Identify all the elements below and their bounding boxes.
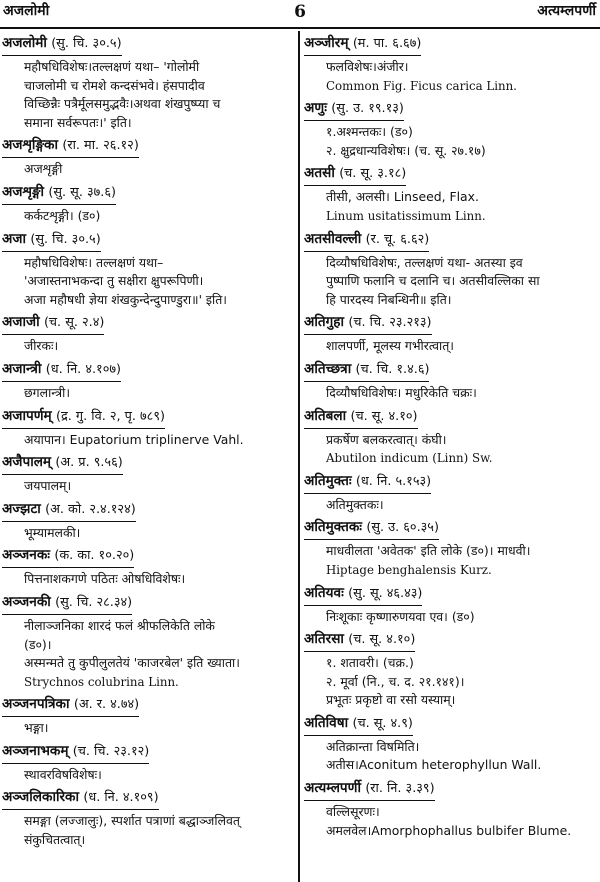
headword-box — [2, 359, 121, 382]
headword: अतिमुक्तकः — [304, 519, 363, 536]
dictionary-entry — [304, 33, 596, 95]
entry-definition — [304, 496, 596, 515]
headword: अञ्जनाभकम् — [2, 742, 69, 759]
headword: अणुः — [304, 100, 327, 117]
headword: अजैपालम् — [2, 454, 52, 471]
definition-line: भङ्गा। — [24, 720, 49, 736]
entry-definition — [2, 766, 294, 785]
source-reference: (रा. नि. ३.३९) — [365, 781, 435, 797]
headword: अजशृङ्गिका — [2, 137, 59, 154]
header-right-guide-word: अत्यम्लपर्णी — [537, 3, 596, 19]
dictionary-entry — [2, 312, 294, 356]
entry-definition — [304, 254, 596, 310]
dictionary-entry — [304, 629, 596, 710]
headword-box — [2, 741, 149, 764]
definition-line: महौषधिविशेषः।तल्लक्षणं यथा– 'गोलोमी — [24, 59, 200, 74]
entry-definition — [304, 542, 596, 579]
definition-line: स्थावरविषविशेषः। — [24, 766, 102, 782]
source-reference: (सु. चि. ३०.५) — [51, 36, 122, 51]
headword: अजापर्णम् — [2, 407, 52, 424]
definition-line: Common Fig. Ficus carica Linn. — [326, 78, 517, 93]
headword-box — [2, 312, 104, 335]
definition-line: नीलाञ्जनिका शारदं फलं श्रीफलिकेति लोके — [24, 617, 215, 633]
definition-line: Strychnos colubrina Linn. — [24, 674, 179, 689]
headword-box — [2, 33, 122, 56]
headword-box — [2, 135, 139, 158]
page-header — [0, 0, 600, 24]
entry-headword-line — [304, 629, 596, 652]
definition-line: हि पारदस्य निबन्धिनी॥ इति। — [326, 291, 452, 307]
definition-line: २. मूर्वा (नि., च. द. २१.१४१)। — [326, 673, 465, 689]
entry-definition — [2, 812, 294, 849]
dictionary-entry — [2, 787, 294, 849]
right-column — [304, 33, 596, 843]
headword: अञ्जनकः — [2, 547, 50, 564]
entry-headword-line — [2, 406, 294, 429]
source-reference: (सु. चि. २८.३४) — [55, 594, 133, 610]
definition-line: Hiptage benghalensis Kurz. — [326, 562, 492, 577]
headword-box — [304, 583, 422, 606]
entry-headword-line — [2, 229, 294, 252]
column-divider — [298, 31, 300, 882]
entry-definition — [304, 123, 596, 160]
source-reference: (च. चि. १.४.६) — [355, 361, 430, 377]
definition-line: दिव्यौषधिविशेषः, तल्लक्षणं यथा- अतस्या इव — [326, 254, 523, 270]
definition-line: Linum usitatissimum Linn. — [326, 208, 486, 223]
entry-definition — [2, 384, 294, 403]
headword: अतिरसा — [304, 631, 344, 648]
dictionary-entry — [2, 545, 294, 589]
dictionary-entry — [304, 778, 596, 840]
headword-box — [304, 33, 421, 56]
definition-line: महौषधिविशेषः। तल्लक्षणं यथा– — [24, 254, 164, 270]
dictionary-entry — [2, 182, 294, 226]
entry-definition — [2, 58, 294, 132]
entry-headword-line — [2, 135, 294, 158]
dictionary-entry — [304, 517, 596, 579]
entry-definition — [2, 431, 294, 450]
definition-line: अस्मन्मते तु कुपीलुलतेयं 'काजरबेल' इति ख्याता। — [24, 655, 240, 671]
dictionary-entry — [304, 471, 596, 515]
definition-line: प्रभूतः प्रकृष्टो वा रसो यस्याम्। — [326, 692, 456, 708]
source-reference: (ध. नि. ४.१०७) — [45, 361, 121, 377]
entry-definition — [304, 803, 596, 840]
definition-line: तीसी, अलसी। Linseed, Flax. — [326, 189, 479, 205]
entry-definition — [304, 608, 596, 627]
dictionary-entry — [2, 694, 294, 738]
definition-line: फलविशेषः।अंजीर। — [326, 59, 409, 74]
definition-line: अयापान। Eupatorium triplinerve Vahl. — [24, 431, 244, 447]
source-reference: (रा. मा. २६.१२) — [62, 138, 139, 154]
definition-line: समङ्गा (लज्जालुः), स्पर्शात पत्राणां बद्धाञ्जलिवत् — [24, 813, 240, 829]
dictionary-entry — [304, 229, 596, 310]
entry-headword-line — [2, 312, 294, 335]
headword-box — [304, 778, 435, 801]
headword: अतियवः — [304, 584, 344, 601]
source-reference: (ध. नि. ५.१५३) — [355, 473, 432, 489]
definition-line: शालपर्णी, मूलस्य गभीरत्वात्। — [326, 338, 454, 354]
entry-headword-line — [2, 592, 294, 615]
source-reference: (च. सू. ३.१८) — [339, 166, 407, 182]
source-reference: (म. पा. ६.६७) — [352, 36, 422, 51]
definition-line: अतिमुक्तकः। — [326, 496, 384, 512]
source-reference: (सु. चि. ३०.५) — [30, 231, 101, 247]
entry-definition — [304, 738, 596, 775]
headword-box — [304, 406, 418, 429]
definition-line: भूम्यामलकी। — [24, 524, 81, 540]
dictionary-entry — [304, 98, 596, 160]
definition-line: 'अजास्तनाभकन्दा तु सक्षीरा क्षुपरूपिणी। — [24, 273, 204, 289]
headword: अजशृङ्गी — [2, 183, 45, 200]
entry-headword-line — [2, 452, 294, 475]
definition-line: संकुचितत्वात्। — [24, 832, 86, 848]
headword-box — [304, 312, 432, 335]
header-rule — [0, 27, 600, 29]
dictionary-entry — [2, 229, 294, 310]
source-reference: (च. सू. ४.१०) — [348, 632, 416, 648]
headword-box — [2, 182, 116, 205]
headword-box — [2, 229, 101, 252]
headword-box — [2, 592, 132, 615]
dictionary-entry — [2, 592, 294, 691]
dictionary-entry — [304, 406, 596, 468]
definition-line: अजशृङ्गी — [24, 161, 63, 177]
entry-headword-line — [304, 583, 596, 606]
dictionary-entry — [2, 499, 294, 543]
entry-headword-line — [304, 312, 596, 335]
source-reference: (अ. को. २.४.१२४) — [45, 501, 136, 517]
headword-box — [304, 517, 439, 540]
entry-headword-line — [304, 229, 596, 252]
dictionary-entry — [2, 452, 294, 496]
headword-box — [2, 452, 123, 475]
source-reference: (सु. उ. १९.१३) — [331, 101, 404, 117]
entry-headword-line — [2, 787, 294, 810]
entry-headword-line — [304, 359, 596, 382]
definition-line: अजा महौषधी ज्ञेया शंखकुन्देन्दुपाण्डुरा॥' इति। — [24, 291, 227, 307]
source-reference: (च. सू. ४.९) — [352, 715, 413, 731]
dictionary-entry — [2, 406, 294, 450]
definition-line: पुष्पाणि फलानि च दलानि च। अतसीवल्लिका सा — [326, 273, 540, 289]
source-reference: (च. सू. २.४) — [43, 315, 105, 331]
definition-line: दिव्यौषधिविशेषः। मधुरिकेति चक्रः। — [326, 384, 477, 400]
definition-line: (ड०)। — [24, 636, 52, 652]
headword: अजान्त्री — [2, 360, 42, 377]
definition-line: Abutilon indicum (Linn) Sw. — [326, 451, 493, 466]
dictionary-entry — [304, 713, 596, 775]
headword: अञ्जनपत्रिका — [2, 696, 70, 713]
entry-definition — [2, 524, 294, 543]
source-reference: (अ. र. ४.७४) — [73, 697, 140, 713]
dictionary-entry — [2, 135, 294, 179]
entry-headword-line — [304, 163, 596, 186]
headword-box — [304, 229, 429, 252]
entry-headword-line — [304, 471, 596, 494]
entry-headword-line — [304, 406, 596, 429]
headword: अजा — [2, 230, 26, 247]
headword: अत्यम्लपर्णी — [304, 780, 361, 797]
headword-box — [304, 713, 413, 736]
entry-headword-line — [2, 359, 294, 382]
headword: अतसी — [304, 165, 335, 182]
headword-box — [304, 163, 406, 186]
definition-line: पित्तनाशकगणे पठितः ओषधिविशेषः। — [24, 571, 186, 587]
headword: अञ्जनकी — [2, 593, 51, 610]
definition-line: जीरकः। — [24, 338, 59, 354]
source-reference: (द्र. गु. वि. २, पृ. ७८९) — [56, 408, 165, 424]
entry-headword-line — [2, 545, 294, 568]
entry-definition — [304, 58, 596, 95]
headword: अतिच्छत्रा — [304, 360, 352, 377]
headword-box — [2, 545, 134, 568]
source-reference: (च. सू. ४.१०) — [350, 408, 418, 424]
headword: अतिमुक्तः — [304, 472, 352, 489]
entry-headword-line — [2, 182, 294, 205]
entry-definition — [2, 337, 294, 356]
dictionary-entry — [304, 359, 596, 403]
left-column — [2, 33, 294, 853]
headword-box — [304, 471, 431, 494]
dictionary-entry — [2, 741, 294, 785]
headword: अञ्जीरम् — [304, 35, 349, 51]
entry-definition — [2, 719, 294, 738]
definition-line: चाजलोमी च रोमशे कन्दसंभवे। हंसपादीव — [24, 77, 205, 93]
entry-definition — [304, 384, 596, 403]
entry-headword-line — [2, 33, 294, 56]
entry-headword-line — [304, 517, 596, 540]
header-left-guide-word: अजलोमी — [3, 3, 50, 19]
source-reference: (ध. नि. ४.१०९) — [83, 790, 159, 806]
definition-line: जयपालम्। — [24, 478, 72, 494]
dictionary-entry — [304, 163, 596, 225]
definition-line: विच्छिन्नैः पत्रैर्मूलसमुद्भवैः।अथवा शंखपुष्प्या च — [24, 96, 221, 112]
headword: अतसीवल्ली — [304, 230, 362, 247]
entry-definition — [2, 570, 294, 589]
headword-box — [2, 694, 139, 717]
dictionary-entry — [304, 312, 596, 356]
source-reference: (सु. सू. ४६.४३) — [348, 585, 423, 601]
source-reference: (च. चि. २३.१२) — [72, 743, 150, 759]
entry-definition — [2, 207, 294, 226]
headword-box — [304, 629, 415, 652]
definition-line: प्रकर्षेण बलकरत्वात्। कंघी। — [326, 431, 447, 447]
dictionary-entry — [304, 583, 596, 627]
entry-definition — [2, 477, 294, 496]
entry-definition — [304, 654, 596, 710]
definition-line: निःशूकाः कृष्णारुणयवा एव। (ड०) — [326, 608, 475, 624]
page-number: 6 — [294, 2, 306, 22]
headword-box — [2, 499, 136, 522]
entry-headword-line — [304, 778, 596, 801]
definition-line: माधवीलता 'अवेतक' इति लोके (ड०)। माधवी। — [326, 543, 531, 559]
headword: अजलोमी — [2, 35, 47, 51]
definition-line: कर्कटशृङ्गी। (ड०) — [24, 207, 101, 223]
definition-line: १.अश्मन्तकः। (ड०) — [326, 124, 413, 140]
source-reference: (अ. प्र. ९.५६) — [55, 455, 123, 471]
entry-definition — [2, 160, 294, 179]
entry-headword-line — [2, 694, 294, 717]
entry-headword-line — [2, 741, 294, 764]
headword: अजाजी — [2, 314, 40, 331]
entry-definition — [2, 617, 294, 691]
entry-definition — [2, 254, 294, 310]
definition-line: अतिक्रान्ता विषमिति। — [326, 738, 420, 754]
source-reference: (सु. उ. ६०.३५) — [366, 520, 439, 536]
definition-line: वल्लिसूरणः। — [326, 804, 380, 820]
headword: अञ्जलिकारिका — [2, 789, 80, 806]
source-reference: (च. चि. २३.२१३) — [348, 315, 432, 331]
definition-line: अमलवेल।Amorphophallus bulbifer Blume. — [326, 822, 572, 838]
dictionary-entry — [2, 33, 294, 132]
headword-box — [304, 359, 429, 382]
definition-line: छगलान्त्री। — [24, 384, 71, 400]
source-reference: (क. का. १०.२०) — [54, 548, 135, 564]
entry-headword-line — [304, 98, 596, 121]
headword-box — [2, 787, 159, 810]
headword-box — [2, 406, 165, 429]
headword: अज्झटा — [2, 500, 41, 517]
entry-definition — [304, 188, 596, 225]
headword: अतिविषा — [304, 714, 349, 731]
definition-line: समाना सर्वरूपतः।' इति। — [24, 114, 132, 130]
definition-line: १. शतावरी। (चक्र.) — [326, 655, 414, 671]
definition-line: २. क्षुद्रधान्यविशेषः। (च. सू. २७.१७) — [326, 142, 486, 158]
dictionary-entry — [2, 359, 294, 403]
definition-line: अतीस।Aconitum heterophyllun Wall. — [326, 757, 542, 773]
headword: अतिबला — [304, 407, 347, 424]
entry-headword-line — [304, 33, 596, 56]
headword: अतिगुहा — [304, 314, 345, 331]
source-reference: (र. चू. ६.६२) — [365, 231, 430, 247]
source-reference: (सु. सू. ३७.६) — [48, 184, 116, 200]
headword-box — [304, 98, 404, 121]
entry-headword-line — [304, 713, 596, 736]
entry-definition — [304, 431, 596, 468]
entry-definition — [304, 337, 596, 356]
entry-headword-line — [2, 499, 294, 522]
